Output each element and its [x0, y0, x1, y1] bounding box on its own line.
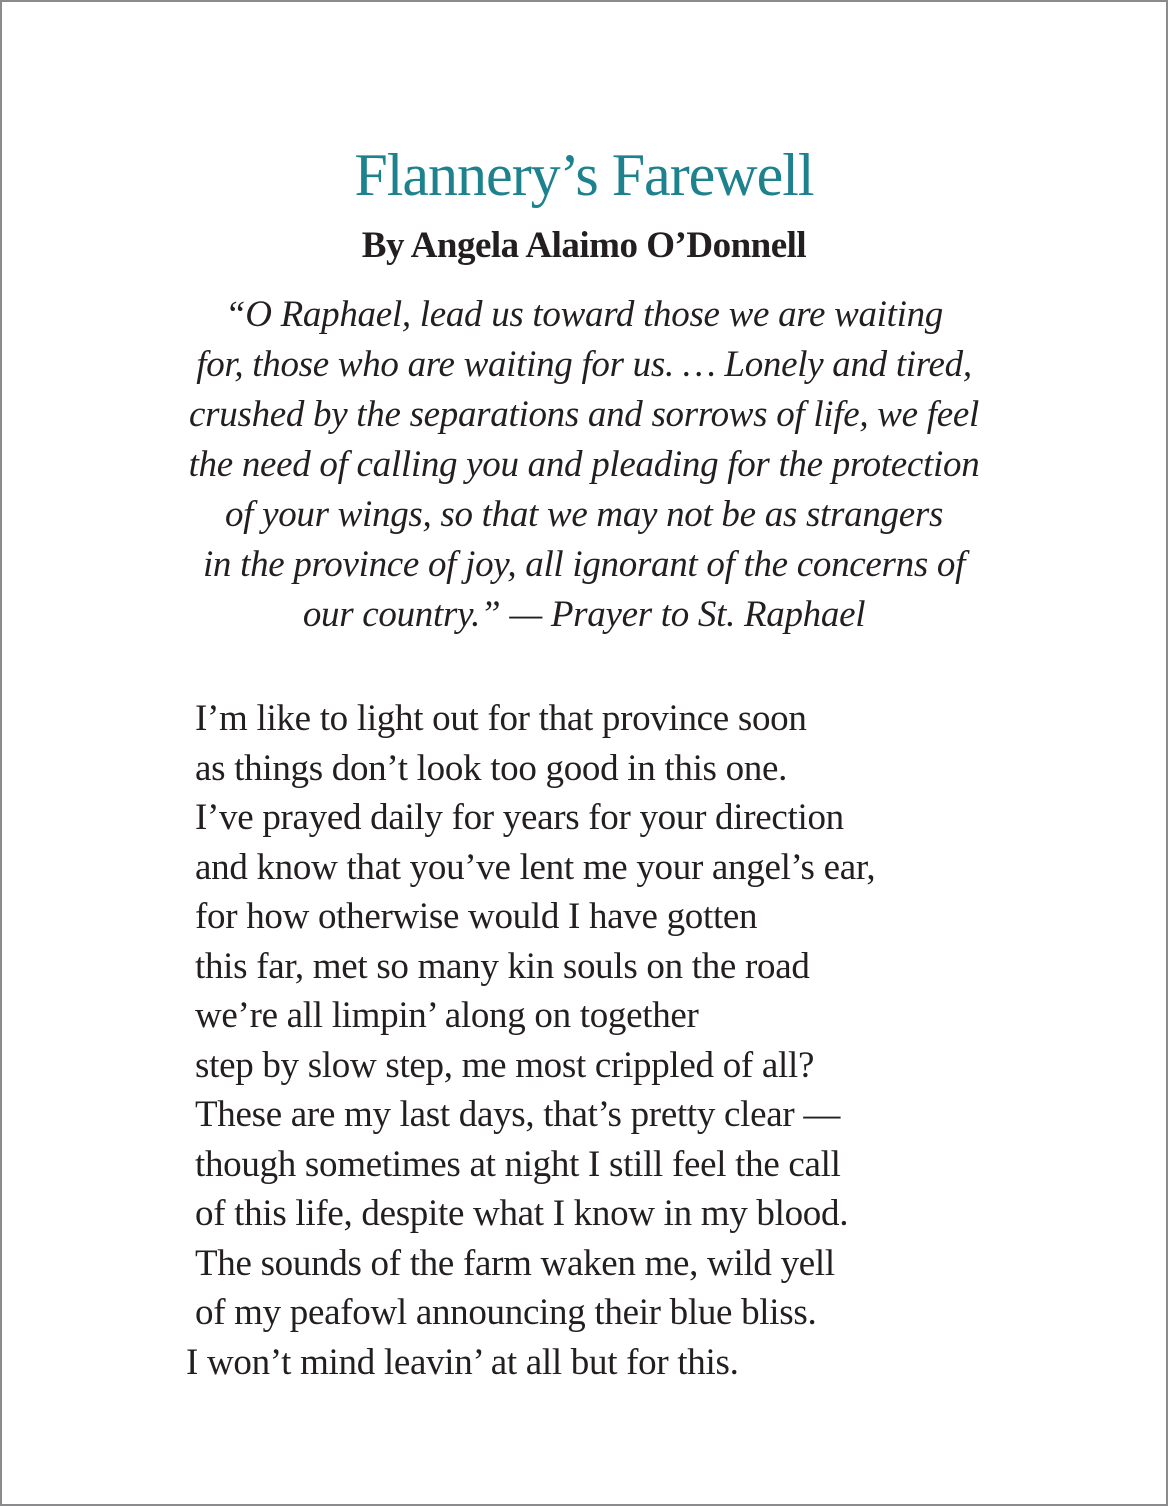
poem-body [114, 694, 1054, 1387]
poem-line: The sounds of the farm waken me, wild yell [195, 1242, 835, 1284]
poem-line: of this life, despite what I know in my blood. [195, 1193, 849, 1234]
poem-line: we’re all limpin’ along on together [195, 995, 699, 1036]
poem-line: I’m like to light out for that province soon [195, 698, 807, 739]
poem-line: of my peafowl announcing their blue bliss. [195, 1292, 817, 1333]
poem-line: and know that you’ve lent me your angel’s ear, [195, 846, 876, 888]
poem-line: I’ve prayed daily for years for your direction [195, 797, 844, 838]
poem-line: though sometimes at night I still feel the call [195, 1143, 841, 1185]
epigraph-line: in the province of joy, all ignorant of the concerns of [202, 544, 966, 585]
poem-title: Flannery’s Farewell [354, 142, 814, 208]
poem-content [114, 2, 1054, 1387]
epigraph-line: our country.” — Prayer to St. Raphael [302, 594, 866, 635]
poem-line: step by slow step, me most crippled of all? [195, 1044, 815, 1086]
poem-byline: By Angela Alaimo O’Donnell [361, 225, 807, 266]
poem-line: for how otherwise would I have gotten [195, 896, 758, 937]
epigraph-line: “O Raphael, lead us toward those we are waiting [224, 294, 943, 335]
epigraph-line: for, those who are waiting for us. … Lonely and tired, [196, 344, 972, 385]
poem-line: as things don’t look too good in this one. [195, 747, 788, 789]
epigraph-line: of your wings, so that we may not be as strangers [224, 494, 944, 535]
poem-line: this far, met so many kin souls on the road [195, 945, 810, 987]
epigraph-line: crushed by the separations and sorrows of life, we feel [189, 394, 979, 435]
epigraph [114, 290, 1054, 640]
poem-line: These are my last days, that’s pretty clear — [195, 1094, 841, 1135]
poem-line: I won’t mind leavin’ at all but for this. [186, 1341, 739, 1383]
epigraph-line: the need of calling you and pleading for the protection [188, 444, 980, 485]
